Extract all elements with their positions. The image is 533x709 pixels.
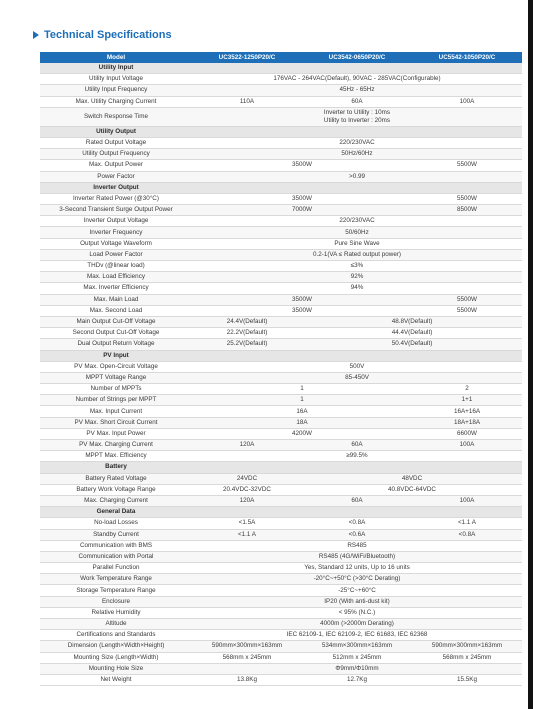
value-cell: <1.5A <box>192 518 302 529</box>
table-row <box>40 283 522 294</box>
value-cell: 1 <box>192 395 412 406</box>
value-cell <box>192 107 522 126</box>
value-cell: 15.5Kg <box>412 674 522 685</box>
value-cell: 4200W <box>192 428 412 439</box>
value-cell: 5500W <box>412 193 522 204</box>
row-label: Utility Output Frequency <box>40 149 192 160</box>
value-cell: 20.4VDC-32VDC <box>192 484 302 495</box>
section-filler <box>192 462 522 473</box>
row-label: Max. Main Load <box>40 294 192 305</box>
value-line: Inverter to Utility : 10ms <box>323 108 391 116</box>
value-cell: 4000m (>2000m Derating) <box>192 619 522 630</box>
value-cell: 590mm×300mm×163mm <box>412 641 522 652</box>
row-label: Number of Strings per MPPT <box>40 395 192 406</box>
value-cell: Yes, Standard 12 units, Up to 16 units <box>192 563 522 574</box>
value-cell: >0.99 <box>192 171 522 182</box>
section-label: General Data <box>40 507 192 518</box>
table-row <box>40 551 522 562</box>
table-row <box>40 272 522 283</box>
value-cell: 120A <box>192 440 302 451</box>
value-cell: 100A <box>412 495 522 506</box>
table-row <box>40 160 522 171</box>
row-label: PV Max. Short Circuit Current <box>40 417 192 428</box>
row-label: Work Temperature Range <box>40 574 192 585</box>
table-row <box>40 495 522 506</box>
row-label: Standby Current <box>40 529 192 540</box>
row-label: Utility Input Voltage <box>40 74 192 85</box>
page-edge-bar <box>528 0 533 709</box>
table-row <box>40 529 522 540</box>
table-row <box>40 619 522 630</box>
row-label: Max. Input Current <box>40 406 192 417</box>
value-cell: -20°C~+50°C (>30°C Derating) <box>192 574 522 585</box>
row-label: Number of MPPTs <box>40 384 192 395</box>
row-label: PV Max. Open-Circuit Voltage <box>40 361 192 372</box>
section-row <box>40 507 522 518</box>
table-row <box>40 540 522 551</box>
value-cell: 568mm x 245mm <box>412 652 522 663</box>
value-cell: <0.6A <box>302 529 412 540</box>
value-cell: 5500W <box>412 294 522 305</box>
value-cell: -25°C~+60°C <box>192 585 522 596</box>
value-cell: 1 <box>192 384 412 395</box>
section-label: Utility Output <box>40 126 192 137</box>
header-cell-model: Model <box>40 52 192 63</box>
value-cell: 110A <box>192 96 302 107</box>
row-label: Max. Second Load <box>40 305 192 316</box>
value-cell: 48VDC <box>302 473 522 484</box>
table-row <box>40 74 522 85</box>
value-cell: 13.8Kg <box>192 674 302 685</box>
row-label: Net Weight <box>40 674 192 685</box>
value-cell: IEC 62109-1, IEC 62109-2, IEC 61683, IEC 62368 <box>192 630 522 641</box>
row-label: No-load Losses <box>40 518 192 529</box>
value-cell: 60A <box>302 440 412 451</box>
table-row <box>40 574 522 585</box>
row-label: Max. Inverter Efficiency <box>40 283 192 294</box>
section-row <box>40 350 522 361</box>
value-cell: 48.8V(Default) <box>302 316 522 327</box>
value-cell: 2 <box>412 384 522 395</box>
table-row <box>40 216 522 227</box>
value-cell: 60A <box>302 495 412 506</box>
table-row <box>40 484 522 495</box>
section-title: Technical Specifications <box>44 29 172 41</box>
table-row <box>40 372 522 383</box>
row-label: Altitude <box>40 619 192 630</box>
table-row <box>40 585 522 596</box>
section-filler <box>192 126 522 137</box>
value-cell: 92% <box>192 272 522 283</box>
value-cell: 6600W <box>412 428 522 439</box>
row-label: Mounting Hole Size <box>40 663 192 674</box>
triangle-bullet-icon <box>33 31 39 39</box>
row-label: Switch Response Time <box>40 107 192 126</box>
value-cell: 18A+18A <box>412 417 522 428</box>
value-cell: 24.4V(Default) <box>192 316 302 327</box>
table-row <box>40 316 522 327</box>
section-row <box>40 126 522 137</box>
value-cell: Φ9mm/Φ10mm <box>192 663 522 674</box>
value-cell: 44.4V(Default) <box>302 328 522 339</box>
row-label: Parallel Function <box>40 563 192 574</box>
header-cell-model-2: UC3542-0650P20/C <box>302 52 412 63</box>
value-cell: <1.1 A <box>412 518 522 529</box>
row-label: Rated Output Voltage <box>40 137 192 148</box>
value-cell: 3500W <box>192 160 412 171</box>
value-cell: 85-450V <box>192 372 522 383</box>
table-row <box>40 630 522 641</box>
row-label: Inverter Output Voltage <box>40 216 192 227</box>
value-cell: 12.7Kg <box>302 674 412 685</box>
table-row <box>40 663 522 674</box>
table-row <box>40 205 522 216</box>
row-label: MPPT Max. Efficiency <box>40 451 192 462</box>
value-cell: 1+1 <box>412 395 522 406</box>
value-cell: 3500W <box>192 305 412 316</box>
value-cell: 500V <box>192 361 522 372</box>
table-row <box>40 563 522 574</box>
table-row <box>40 428 522 439</box>
table-row <box>40 261 522 272</box>
value-cell: <0.8A <box>412 529 522 540</box>
table-row <box>40 596 522 607</box>
table-row <box>40 518 522 529</box>
section-row <box>40 462 522 473</box>
value-cell: RS485 <box>192 540 522 551</box>
row-label: Storage Temperature Range <box>40 585 192 596</box>
value-cell: ≤3% <box>192 261 522 272</box>
value-cell: 50/60Hz <box>192 227 522 238</box>
value-cell: 3500W <box>192 294 412 305</box>
row-label: MPPT Voltage Range <box>40 372 192 383</box>
row-label: Power Factor <box>40 171 192 182</box>
value-cell: 50Hz/60Hz <box>192 149 522 160</box>
row-label: Max. Utility Charging Current <box>40 96 192 107</box>
section-label: Battery <box>40 462 192 473</box>
value-cell: 176VAC - 264VAC(Default), 90VAC - 285VAC(Configurable) <box>192 74 522 85</box>
value-cell: < 95% (N.C.) <box>192 607 522 618</box>
row-label: Mounting Size (Length×Width) <box>40 652 192 663</box>
row-label: Main Output Cut-Off Voltage <box>40 316 192 327</box>
row-label: Relative Humidity <box>40 607 192 618</box>
row-label: Load Power Factor <box>40 249 192 260</box>
value-cell: 16A <box>192 406 412 417</box>
value-cell: 40.8VDC-64VDC <box>302 484 522 495</box>
table-row <box>40 328 522 339</box>
row-label: Inverter Frequency <box>40 227 192 238</box>
table-row <box>40 305 522 316</box>
value-cell: 568mm x 245mm <box>192 652 302 663</box>
value-cell: 100A <box>412 96 522 107</box>
row-label: Certifications and Standards <box>40 630 192 641</box>
value-cell: 50.4V(Default) <box>302 339 522 350</box>
section-filler <box>192 507 522 518</box>
row-label: Enclosure <box>40 596 192 607</box>
value-cell: RS485 (4G/WiFi/Bluetooth) <box>192 551 522 562</box>
value-cell: 3500W <box>192 193 412 204</box>
table-row <box>40 149 522 160</box>
row-label: Output Voltage Waveform <box>40 238 192 249</box>
value-cell: 25.2V(Default) <box>192 339 302 350</box>
table-header-row <box>40 52 522 63</box>
table-row <box>40 451 522 462</box>
value-cell: 94% <box>192 283 522 294</box>
table-row <box>40 641 522 652</box>
section-label: PV Input <box>40 350 192 361</box>
row-label: Inverter Rated Power (@30°C) <box>40 193 192 204</box>
value-cell: 100A <box>412 440 522 451</box>
table-row <box>40 96 522 107</box>
section-filler <box>192 350 522 361</box>
value-cell: <0.8A <box>302 518 412 529</box>
value-cell: ≥99.5% <box>192 451 522 462</box>
row-label: Dual Output Return Voltage <box>40 339 192 350</box>
value-cell: 18A <box>192 417 412 428</box>
row-label: PV Max. Charging Current <box>40 440 192 451</box>
table-row <box>40 85 522 96</box>
value-cell: 512mm x 245mm <box>302 652 412 663</box>
table-row <box>40 652 522 663</box>
row-label: Max. Charging Current <box>40 495 192 506</box>
table-row <box>40 171 522 182</box>
value-cell: 45Hz - 65Hz <box>192 85 522 96</box>
value-cell: 0.2-1(VA ≤ Rated output power) <box>192 249 522 260</box>
table-row <box>40 361 522 372</box>
row-label: Battery Work Voltage Range <box>40 484 192 495</box>
section-filler <box>192 182 522 193</box>
value-cell: 5500W <box>412 305 522 316</box>
row-label: Communication with BMS <box>40 540 192 551</box>
table-row <box>40 249 522 260</box>
header-cell-model-3: UC5542-1050P20/C <box>412 52 522 63</box>
value-cell: <1.1 A <box>192 529 302 540</box>
table-row <box>40 395 522 406</box>
spec-table <box>40 52 522 686</box>
table-row <box>40 227 522 238</box>
table-row <box>40 674 522 685</box>
value-line: Utility to Inverter : 20ms <box>323 116 391 124</box>
value-cell: 590mm×300mm×163mm <box>192 641 302 652</box>
row-label: 3-Second Transient Surge Output Power <box>40 205 192 216</box>
table-row <box>40 473 522 484</box>
table-row <box>40 107 522 126</box>
table-row <box>40 406 522 417</box>
section-label: Inverter Output <box>40 182 192 193</box>
row-label: Utility Input Frequency <box>40 85 192 96</box>
row-label: Max. Load Efficiency <box>40 272 192 283</box>
row-label: Max. Output Power <box>40 160 192 171</box>
value-cell: 16A+16A <box>412 406 522 417</box>
table-row <box>40 339 522 350</box>
value-cell: 22.2V(Default) <box>192 328 302 339</box>
value-cell: 534mm×300mm×163mm <box>302 641 412 652</box>
table-row <box>40 417 522 428</box>
table-row <box>40 384 522 395</box>
value-cell: 24VDC <box>192 473 302 484</box>
row-label: PV Max. Input Power <box>40 428 192 439</box>
value-cell: 120A <box>192 495 302 506</box>
section-row <box>40 182 522 193</box>
table-row <box>40 193 522 204</box>
row-label: THDv (@linear load) <box>40 261 192 272</box>
row-label: Battery Rated Voltage <box>40 473 192 484</box>
value-cell: 220/230VAC <box>192 216 522 227</box>
table-row <box>40 440 522 451</box>
value-cell: 7000W <box>192 205 412 216</box>
value-cell: 5500W <box>412 160 522 171</box>
row-label: Dimension (Length×Width×Height) <box>40 641 192 652</box>
value-cell: Pure Sine Wave <box>192 238 522 249</box>
row-label: Communication with Portal <box>40 551 192 562</box>
section-filler <box>192 63 522 74</box>
value-cell: 60A <box>302 96 412 107</box>
table-row <box>40 137 522 148</box>
section-label: Utility Input <box>40 63 192 74</box>
header-cell-model-1: UC3522-1250P20/C <box>192 52 302 63</box>
value-cell: 220/230VAC <box>192 137 522 148</box>
table-row <box>40 607 522 618</box>
section-heading <box>33 28 172 42</box>
row-label: Second Output Cut-Off Voltage <box>40 328 192 339</box>
table-row <box>40 294 522 305</box>
section-row <box>40 63 522 74</box>
table-row <box>40 238 522 249</box>
value-cell: IP20 (With anti-dust kit) <box>192 596 522 607</box>
value-cell: 8500W <box>412 205 522 216</box>
